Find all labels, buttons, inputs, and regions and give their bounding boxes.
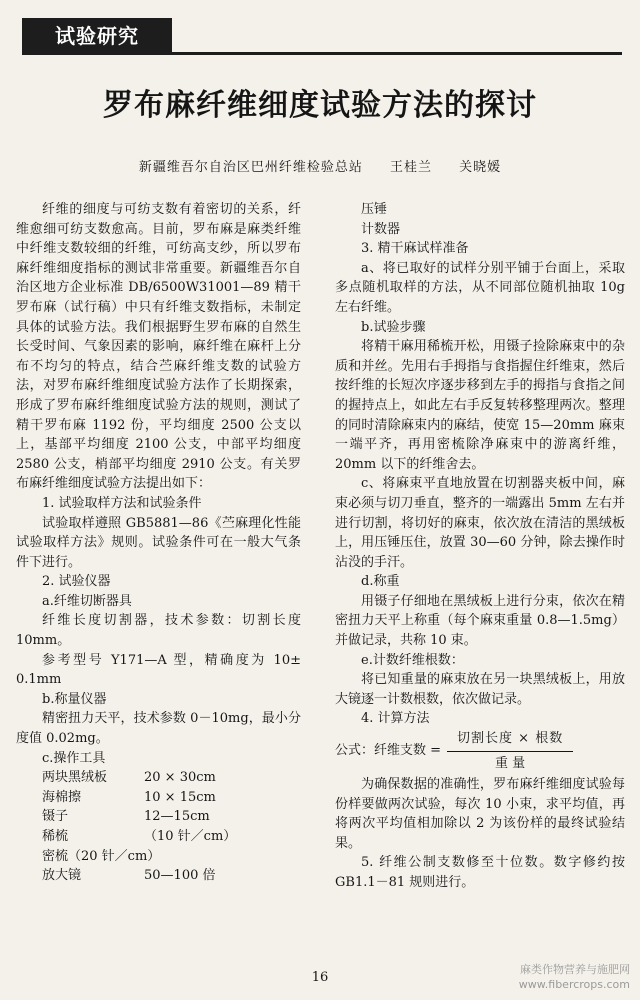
formula xyxy=(335,729,625,773)
paragraph: 试验取样遵照 GB5881—86《苎麻理化性能试验取样方法》规则。试验条件可在一般大气条件下进行。 xyxy=(16,515,301,570)
paragraph: 将已知重量的麻束放在另一块黑绒板上，用放大镜逐一计数根数，依次做记录。 xyxy=(335,672,625,707)
byline xyxy=(20,156,620,175)
section-heading: 2. 试验仪器 xyxy=(42,574,111,590)
subsection-heading: b.称量仪器 xyxy=(42,691,107,707)
paragraph: a、将已取好的试样分别平铺于台面上，采取多点随机取样的方法，从不同部位随机抽取 10g 左右纤维。 xyxy=(335,260,625,315)
paragraph: 纤维长度切割器，技术参数：切割长度 10mm。 xyxy=(16,613,301,649)
left-column xyxy=(16,200,301,886)
author-name: 王桂兰 xyxy=(389,160,432,175)
section-tag: 试验研究 xyxy=(22,18,172,54)
tool-name: 密梳（20 针／cm） xyxy=(42,848,161,864)
tool-name: 两块黑绒板 xyxy=(42,770,108,786)
intro-paragraph: 纤维的细度与可纺支数有着密切的关系，纤维愈细可纺支数愈高。目前，罗布麻是麻类纤维中纤维支数较细的纤维，可纺高支纱，所以罗布麻纤维细度指标的测试非常重要。新疆维吾尔自治区地方企业标准 DB/6500W31001—89 精干罗布麻（试行稿）中只有纤维支数指标，未制定具体的试验方法。我们根据野生罗布麻的自然生长受时间、气象因素的影响，麻纤维在麻杆上分布不均匀的特点，结合苎麻纤维支数的试验方法，对罗布麻纤维细度试验方法作了长期探索，形成了罗布麻纤维细度试验方法的规则，测试了精干罗布麻 1192 份，平均细度 2500 公支以上，基部平均细度 2100 公支，中部平均细度 2580 公支，梢部平均细度 2910 公支。有关罗布麻纤维细度试验方法提出如下： xyxy=(16,202,301,492)
tool-spec: 20 × 30cm xyxy=(144,770,216,786)
right-column xyxy=(335,200,625,893)
tool-name: 海棉擦 xyxy=(42,789,82,805)
subsection-heading: d.称重 xyxy=(361,574,400,590)
tool-spec: 12—15cm xyxy=(144,809,210,825)
tools-list xyxy=(16,768,301,886)
paragraph: 参考型号 Y171—A 型，精确度为 10± 0.1mm xyxy=(16,652,301,688)
tool-name: 镊子 xyxy=(42,809,69,825)
list-item: 压锤 xyxy=(361,202,388,217)
formula-denominator: 重 量 xyxy=(495,755,526,771)
author-name: 关晓媛 xyxy=(459,160,502,175)
tool-spec: 10 × 15cm xyxy=(144,789,216,805)
affiliation: 新疆维吾尔自治区巴州纤维检验总站 xyxy=(138,160,363,175)
watermark xyxy=(519,962,630,992)
header-rule xyxy=(22,52,622,55)
formula-numerator: 切割长度 × 根数 xyxy=(447,729,573,752)
watermark-url: www.fibercrops.com xyxy=(518,978,630,991)
paragraph: 将精干麻用稀梳开松，用镊子捡除麻束中的杂质和并丝。先用右手拇指与食指握住纤维束，然后按纤维的长短次序逐步移到左手的拇指与食指之间的握持点上，如此左右手反复转移整理两次。整理的同时清除麻束内的麻结，使宽 15—20mm 麻束一端平齐，再用密梳除净麻束中的游离纤维，20mm 以下的纤维舍去。 xyxy=(335,339,625,472)
paragraph: c、将麻束平直地放置在切割器夹板中间，麻束必须与切刀垂直，整齐的一端露出 5mm 左右并进行切割，将切好的麻束，依次放在清洁的黑绒板上，用压锤压住，放置 30—60 分钟，除去操作时沾没的手汗。 xyxy=(335,476,625,570)
section-heading: 3. 精干麻试样准备 xyxy=(361,241,469,257)
tool-name: 稀梳 xyxy=(42,829,69,844)
formula-label: 公式：纤维支数 = xyxy=(335,743,442,759)
article-title: 罗布麻纤维细度试验方法的探讨 xyxy=(103,88,537,123)
formula-fraction xyxy=(447,729,573,773)
subsection-heading: b.试验步骤 xyxy=(361,319,426,335)
tool-spec: 50—100 倍 xyxy=(144,868,216,884)
paragraph: 为确保数据的准确性，罗布麻纤维细度试验每份样要做两次试验，每次 10 小束，求平均值，再将两次平均值相加除以 2 为该份样的最终试验结果。 xyxy=(335,777,625,851)
paragraph: 用镊子仔细地在黑绒板上进行分束，依次在精密扭力天平上称重（每个麻束重量 0.8—1.5mg）并做记录，共称 10 束。 xyxy=(335,593,625,649)
paragraph: 5. 纤维公制支数修至十位数。数字修约按 GB1.1－81 规则进行。 xyxy=(335,855,625,890)
tool-spec: （10 针／cm） xyxy=(144,829,237,844)
subsection-heading: a.纤维切断器具 xyxy=(42,593,132,609)
section-heading: 4. 计算方法 xyxy=(361,711,430,727)
watermark-line: 麻类作物营养与施肥网 xyxy=(520,963,630,976)
subsection-heading: e.计数纤维根数： xyxy=(361,652,464,668)
tool-spec xyxy=(144,847,301,867)
section-heading: 1. 试验取样方法和试验条件 xyxy=(42,495,202,511)
subsection-heading: c.操作工具 xyxy=(42,750,106,766)
page-number: 16 xyxy=(311,970,329,985)
tool-name: 放大镜 xyxy=(42,868,82,884)
list-item: 计数器 xyxy=(361,221,401,237)
paragraph: 精密扭力天平，技术参数 0－10mg，最小分度值 0.02mg。 xyxy=(16,711,301,747)
